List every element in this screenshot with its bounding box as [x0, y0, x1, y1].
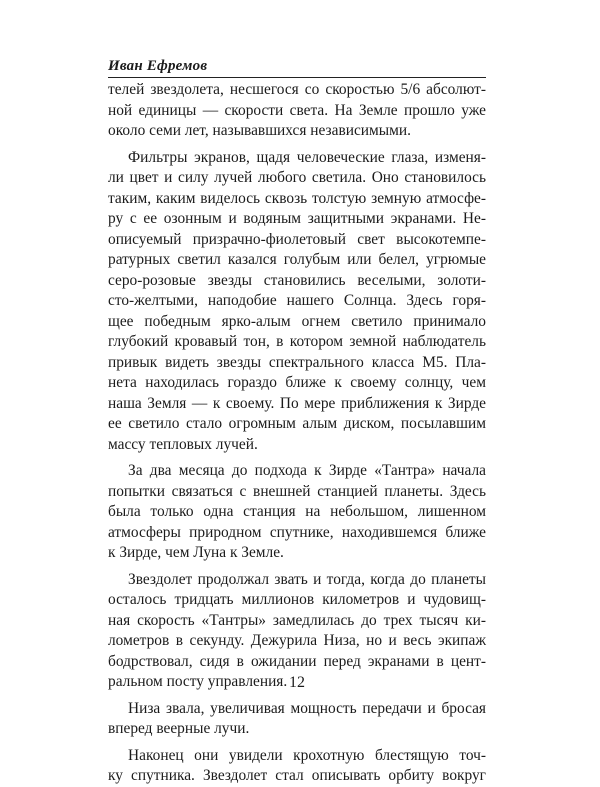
text-line: Фильтры экранов, щадя человеческие глаза, изменя-	[128, 148, 486, 166]
text-line: нета находилась гораздо ближе к своему солнцу, чем	[108, 374, 486, 391]
text-line: Наконец они увидели крохотную блестящую точ-	[128, 746, 486, 764]
text-line: глубокий кровавый тон, в котором земной наблюдатель	[108, 333, 486, 350]
text-line: описуемый призрачно-фиолетовый свет высокотемпе-	[108, 230, 486, 248]
paragraph	[108, 148, 486, 456]
text-line: За два месяца до подхода к Зирде «Тантра» начала	[128, 462, 486, 479]
page-number: 12	[289, 674, 305, 691]
paragraph	[108, 746, 486, 787]
text-line: ральном посту управления.	[108, 673, 288, 690]
running-header	[108, 57, 486, 78]
text-line: к Зирде, чем Луна к Земле.	[108, 544, 284, 561]
text-line: серо-розовые звезды становились веселыми, золоти-	[108, 271, 486, 289]
text-line: сто-желтыми, наподобие нашего Солнца. Здесь горя-	[108, 292, 486, 309]
text-line: ли цвет и силу лучей любого светила. Оно становилось	[108, 169, 486, 186]
text-line: была только одна станция на небольшом, лишенном	[108, 503, 486, 520]
text-line: наша Земля — к своему. По мере приближения к Зирде	[108, 394, 486, 412]
text-line: вперед веерные лучи.	[108, 720, 250, 737]
text-line: атмосферы природном спутнике, находившемся ближе	[108, 523, 486, 541]
text-line: осталось тридцать миллионов километров и чудовищ-	[108, 591, 486, 608]
text-line: ратурных светил казался голубым или белел, угрюмые	[108, 251, 486, 268]
paragraph	[108, 461, 486, 564]
text-line: бодрствовал, сидя в ожидании перед экранами в цент-	[108, 652, 486, 670]
text-line: щее победным ярко-алым огнем светило принимало	[108, 312, 486, 330]
text-line: ку спутника. Звездолет стал описывать орбиту вокруг	[108, 767, 486, 784]
text-line: Звездолет продолжал звать и тогда, когда до планеты	[128, 570, 486, 588]
text-line: Низа звала, увеличивая мощность передачи и бросая	[128, 699, 486, 717]
text-line: ной единицы — скорости света. На Земле прошло уже	[108, 101, 486, 119]
text-line: ее светило стало огромным алым диском, посылавшим	[108, 415, 486, 432]
text-line: ная скорость «Тантры» замедлилась до трех тысяч ки-	[108, 611, 486, 629]
text-line: телей звездолета, несшегося со скоростью 5/6 абсолют-	[108, 81, 486, 98]
text-line: попытки связаться с внешней станцией планеты. Здесь	[108, 482, 486, 500]
text-line: лометров в секунду. Дежурила Низа, но и весь экипаж	[108, 632, 486, 649]
text-line: около семи лет, называвшихся независимыми.	[108, 122, 411, 139]
text-line: таким, каким виделось сквозь толстую земную атмосфе-	[108, 189, 486, 207]
header-author: Иван Ефремов	[108, 58, 208, 74]
text-line: привык видеть звезды спектрального класса М5. Пла-	[108, 353, 486, 371]
text-line: ру с ее озонным и водяным защитными экранами. Не-	[108, 210, 486, 227]
paragraph	[108, 699, 486, 740]
text-line: массу тепловых лучей.	[108, 435, 258, 453]
paragraph	[108, 80, 486, 142]
